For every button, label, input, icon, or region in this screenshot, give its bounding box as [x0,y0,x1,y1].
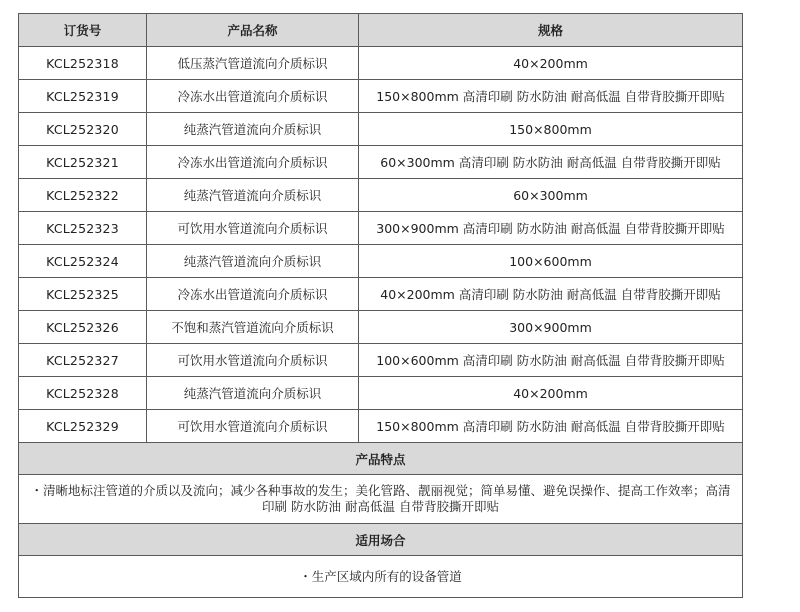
cell-order-number: KCL252325 [19,278,147,311]
cell-product-name: 纯蒸汽管道流向介质标识 [147,179,359,212]
cell-product-name: 低压蒸汽管道流向介质标识 [147,47,359,80]
cell-product-name: 冷冻水出管道流向介质标识 [147,278,359,311]
cell-specification: 40×200mm 高清印刷 防水防油 耐高低温 自带背胶撕开即贴 [359,278,743,311]
cell-order-number: KCL252329 [19,410,147,443]
cell-specification: 60×300mm 高清印刷 防水防油 耐高低温 自带背胶撕开即贴 [359,146,743,179]
table-row [19,410,743,443]
table-row [19,47,743,80]
cell-specification: 100×600mm [359,245,743,278]
table-row [19,377,743,410]
cell-product-name: 可饮用水管道流向介质标识 [147,410,359,443]
header-product-name: 产品名称 [147,14,359,47]
cell-order-number: KCL252327 [19,344,147,377]
table-row [19,80,743,113]
cell-product-name: 冷冻水出管道流向介质标识 [147,146,359,179]
cell-specification: 40×200mm [359,377,743,410]
cell-order-number: KCL252320 [19,113,147,146]
table-row [19,344,743,377]
applications-text: ・生产区域内所有的设备管道 [19,556,743,598]
table-row [19,245,743,278]
cell-product-name: 可饮用水管道流向介质标识 [147,344,359,377]
cell-product-name: 可饮用水管道流向介质标识 [147,212,359,245]
cell-order-number: KCL252321 [19,146,147,179]
cell-specification: 150×800mm 高清印刷 防水防油 耐高低温 自带背胶撕开即贴 [359,80,743,113]
applications-title: 适用场合 [19,524,743,556]
cell-specification: 300×900mm 高清印刷 防水防油 耐高低温 自带背胶撕开即贴 [359,212,743,245]
table-row [19,146,743,179]
table-row [19,113,743,146]
cell-specification: 100×600mm 高清印刷 防水防油 耐高低温 自带背胶撕开即贴 [359,344,743,377]
cell-product-name: 冷冻水出管道流向介质标识 [147,80,359,113]
table-row [19,311,743,344]
header-order-number: 订货号 [19,14,147,47]
cell-product-name: 纯蒸汽管道流向介质标识 [147,377,359,410]
applications-section-header [19,524,743,556]
cell-order-number: KCL252328 [19,377,147,410]
cell-specification: 150×800mm [359,113,743,146]
cell-order-number: KCL252326 [19,311,147,344]
cell-specification: 60×300mm [359,179,743,212]
cell-specification: 300×900mm [359,311,743,344]
table-header-row [19,14,743,47]
cell-specification: 40×200mm [359,47,743,80]
cell-product-name: 纯蒸汽管道流向介质标识 [147,245,359,278]
header-specification: 规格 [359,14,743,47]
features-section-body [19,475,743,524]
cell-specification: 150×800mm 高清印刷 防水防油 耐高低温 自带背胶撕开即贴 [359,410,743,443]
table-row [19,212,743,245]
features-text: ・清晰地标注管道的介质以及流向；减少各种事故的发生；美化管路、靓丽视觉；简单易懂、避免误操作、提高工作效率；高清印刷 防水防油 耐高低温 自带背胶撕开即贴 [19,475,743,524]
features-title: 产品特点 [19,443,743,475]
table-body [19,47,743,598]
product-spec-table [18,13,743,598]
table-row [19,179,743,212]
table-row [19,278,743,311]
cell-order-number: KCL252324 [19,245,147,278]
cell-product-name: 不饱和蒸汽管道流向介质标识 [147,311,359,344]
cell-order-number: KCL252322 [19,179,147,212]
cell-order-number: KCL252323 [19,212,147,245]
cell-product-name: 纯蒸汽管道流向介质标识 [147,113,359,146]
features-section-header [19,443,743,475]
applications-section-body [19,556,743,598]
cell-order-number: KCL252319 [19,80,147,113]
cell-order-number: KCL252318 [19,47,147,80]
